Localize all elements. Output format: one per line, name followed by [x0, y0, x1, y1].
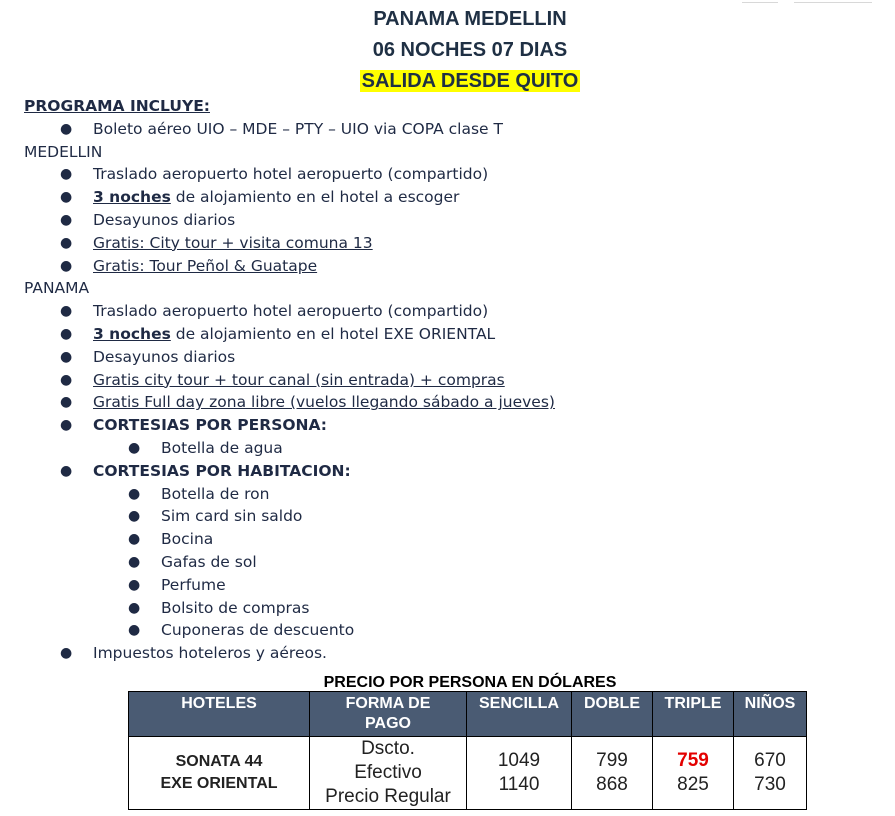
col-header-sencilla: SENCILLA: [467, 692, 572, 737]
list-item: [24, 460, 555, 483]
courtesy-person-heading: CORTESIAS POR PERSONA:: [93, 416, 327, 435]
col-header-hotels: HOTELES: [129, 692, 310, 737]
item-text: de alojamiento en el hotel a escoger: [170, 188, 460, 207]
list-item: [24, 163, 555, 186]
table-row: [129, 737, 807, 810]
col-header-forma-line2: PAGO: [365, 715, 411, 732]
price-regular: 730: [754, 774, 786, 795]
list-item: [24, 323, 555, 346]
bullet-icon: ●: [128, 622, 141, 639]
cell-forma-pago: [310, 737, 467, 810]
price-discount-highlight: 759: [677, 750, 709, 771]
list-item: [24, 300, 555, 323]
cell-ninos: [734, 737, 807, 810]
bullet-icon: ●: [60, 325, 73, 342]
list-item-flight: [24, 118, 555, 141]
item-bold-text: 3 noches: [93, 188, 171, 207]
item-text: Desayunos diarios: [93, 210, 236, 229]
sub-list-item: [24, 483, 555, 506]
bullet-icon: ●: [128, 439, 141, 456]
bullet-icon: ●: [60, 120, 73, 137]
item-text: Gratis Full day zona libre (vuelos llegando sábado a jueves): [93, 393, 555, 412]
bullet-icon: ●: [128, 599, 141, 616]
bullet-icon: ●: [60, 645, 73, 662]
bullet-icon: ●: [128, 531, 141, 548]
item-text: Gratis: Tour Peñol & Guatape: [93, 256, 318, 275]
section-label-medellin: MEDELLIN: [24, 142, 103, 161]
item-text: Traslado aeropuerto hotel aeropuerto (compartido): [93, 165, 489, 184]
price-regular: 1140: [498, 774, 540, 795]
item-text: de alojamiento en el hotel EXE ORIENTAL: [170, 324, 496, 343]
bullet-icon: ●: [60, 417, 73, 434]
sub-list-item: [24, 619, 555, 642]
sub-list-item: [24, 574, 555, 597]
price-regular: 868: [596, 774, 628, 795]
item-text: Gratis city tour + tour canal (sin entrada) + compras: [93, 370, 505, 389]
cell-triple: [653, 737, 734, 810]
sub-list-item: [24, 437, 555, 460]
list-item: [24, 255, 555, 278]
cell-doble: [572, 737, 653, 810]
sub-list-item: [24, 551, 555, 574]
program-heading: PROGRAMA INCLUYE:: [24, 97, 210, 115]
price-discount: 799: [596, 750, 628, 771]
col-header-triple: TRIPLE: [653, 692, 734, 737]
program-content: [24, 95, 555, 665]
bullet-icon: ●: [60, 394, 73, 411]
bullet-icon: ●: [60, 348, 73, 365]
bullet-icon: ●: [128, 485, 141, 502]
item-text: Bolsito de compras: [161, 598, 310, 617]
item-text: Cuponeras de descuento: [161, 621, 355, 640]
list-item: [24, 414, 555, 437]
price-discount: 1049: [497, 750, 541, 771]
bullet-icon: ●: [60, 234, 73, 251]
list-item: [24, 391, 555, 414]
price-caption: PRECIO POR PERSONA EN DÓLARES: [323, 674, 617, 691]
bullet-icon: ●: [128, 508, 141, 525]
list-item-taxes: [24, 642, 555, 665]
price-discount: 670: [754, 750, 786, 771]
list-item: [24, 346, 555, 369]
bullet-icon: ●: [60, 371, 73, 388]
item-text: Bocina: [161, 530, 214, 549]
corner-decoration: [742, 2, 872, 3]
bullet-icon: ●: [128, 553, 141, 570]
price-regular: 825: [677, 774, 709, 795]
bullet-icon: ●: [60, 462, 73, 479]
price-table: [128, 691, 807, 810]
forma-text: Efectivo: [354, 762, 422, 783]
bullet-icon: ●: [60, 303, 73, 320]
sub-list-item: [24, 528, 555, 551]
forma-text: Dscto.: [361, 738, 415, 759]
item-text: Botella de ron: [161, 484, 270, 503]
cell-hotels: [129, 737, 310, 810]
list-item: [24, 186, 555, 209]
title-line-1: PANAMA MEDELLIN: [373, 8, 567, 30]
col-header-doble: DOBLE: [572, 692, 653, 737]
item-text: Sim card sin saldo: [161, 507, 303, 526]
hotel-name: SONATA 44: [175, 753, 263, 770]
item-text: Boleto aéreo UIO – MDE – PTY – UIO via COPA clase T: [93, 119, 503, 138]
bullet-icon: ●: [60, 257, 73, 274]
item-text: Traslado aeropuerto hotel aeropuerto (compartido): [93, 302, 489, 321]
col-header-forma-line1: FORMA DE: [345, 695, 431, 712]
item-bold-text: 3 noches: [93, 324, 171, 343]
title-line-2: 06 NOCHES 07 DIAS: [372, 39, 568, 61]
item-text: Desayunos diarios: [93, 347, 236, 366]
forma-text: Precio Regular: [325, 786, 451, 807]
item-text: Perfume: [161, 575, 226, 594]
cell-sencilla: [467, 737, 572, 810]
bullet-icon: ●: [60, 211, 73, 228]
item-text: Gratis: City tour + visita comuna 13: [93, 233, 373, 252]
courtesy-room-heading: CORTESIAS POR HABITACION:: [93, 461, 351, 480]
sub-list-item: [24, 505, 555, 528]
list-item: [24, 369, 555, 392]
sub-list-item: [24, 597, 555, 620]
bullet-icon: ●: [60, 166, 73, 183]
item-text: Botella de agua: [161, 438, 283, 457]
col-header-forma-pago: [310, 692, 467, 737]
item-text: Gafas de sol: [161, 552, 257, 571]
bullet-icon: ●: [60, 189, 73, 206]
list-item: [24, 209, 555, 232]
bullet-icon: ●: [128, 576, 141, 593]
price-table-header-row: [129, 692, 807, 737]
col-header-ninos: NIÑOS: [734, 692, 807, 737]
list-item: [24, 232, 555, 255]
departure-highlight: SALIDA DESDE QUITO: [361, 70, 579, 92]
item-text: Impuestos hoteleros y aéreos.: [93, 644, 327, 663]
section-label-panama: PANAMA: [24, 279, 90, 298]
title-line-3: [0, 66, 895, 97]
hotel-name: EXE ORIENTAL: [160, 775, 278, 792]
